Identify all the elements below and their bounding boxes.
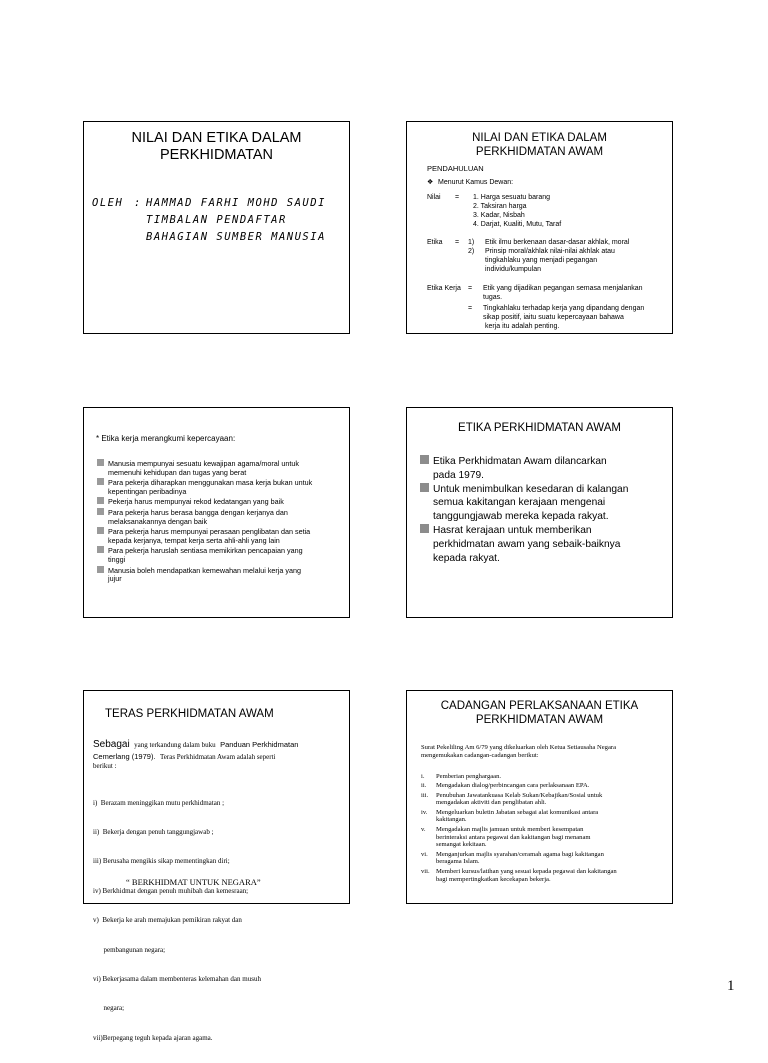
slide-1-title-line-2: PERKHIDMATAN xyxy=(159,147,274,164)
slide-6 xyxy=(406,690,673,904)
diamond-bullet-icon: ❖ xyxy=(427,179,434,186)
intro-lead-word: Sebagai xyxy=(93,739,130,750)
slide-4 xyxy=(406,407,673,618)
author-name: HAMMAD FARHI MOHD SAUDI xyxy=(146,197,326,209)
kamus-dewan-text: Menurut Kamus Dewan: xyxy=(438,179,514,186)
teras-item: ii) Bekerja dengan penuh tanggungjawab ; xyxy=(93,827,214,836)
cadangan-intro xyxy=(421,744,671,760)
etika-number: 2) xyxy=(468,248,475,255)
slide-6-title-line-2: PERKHIDMATAN AWAM xyxy=(475,713,604,726)
square-bullet-icon xyxy=(420,483,429,492)
slide-6-title-line-1: CADANGAN PERLAKSANAAN ETIKA xyxy=(440,700,639,712)
etika-kerja-definition: kerja itu adalah penting. xyxy=(485,323,560,330)
teras-item: negara; xyxy=(93,1004,125,1013)
author-position: TIMBALAN PENDAFTAR xyxy=(146,214,287,226)
nilai-equals: = xyxy=(455,194,460,201)
belief-item: Para pekerja harus mempunyai perasaan penglibatan dan setia kepada kerjanya, tempat kerja serta ahli-ahli yang lain xyxy=(97,527,345,545)
nilai-item: 4. Darjat, Kualiti, Mutu, Taraf xyxy=(473,221,562,228)
cadangan-item: vii. Memberi kursus/latihan yang sesuai kepada pegawai dan kakitangan bagi mempertingkatkan kecekapan bekerja. xyxy=(421,867,617,883)
cadangan-item: iii. Penubuhan Jawatankuasa Kelab Sukan/Kebajikan/Sosial untuk mengadakan aktiviti dan penglibatan ahli. xyxy=(421,791,603,807)
square-bullet-icon xyxy=(97,527,104,534)
etika-kerja-definition: sikap positif, iaitu suatu kepercayaan bahawa xyxy=(483,314,624,321)
slide-2-title-line-2: PERKHIDMATAN AWAM xyxy=(475,145,604,158)
oleh-colon: : xyxy=(134,197,142,209)
belief-item: Manusia mempunyai sesuatu kewajipan agama/moral untuk memenuhi kehidupan dan tugas yang berat xyxy=(97,459,345,477)
section-pendahuluan: PENDAHULUAN xyxy=(427,164,484,173)
intro-book-title: Cemerlang (1979). xyxy=(93,752,156,761)
slide-4-title: ETIKA PERKHIDMATAN AWAM xyxy=(458,422,621,434)
epa-item: Untuk menimbulkan kesedaran di kalangan semua kakitangan kerajaan mengenai tanggungjawab mereka kepada rakyat. xyxy=(420,483,670,524)
teras-item: i) Berazam meninggikan mutu perkhidmatan ; xyxy=(93,798,225,807)
etika-kerja-equals: = xyxy=(468,305,473,312)
cadangan-item: v. Mengadakan majlis jamuan untuk memberi kesempatan berinteraksi antara pegawai dan kakitangan bagi menanam semangat kekitaan. xyxy=(421,825,591,849)
teras-item: iii) Berusaha mengikis sikap mementingkan diri; xyxy=(93,857,230,866)
etika-label: Etika xyxy=(427,239,443,246)
teras-item: v) Bekerja ke arah memajukan pemikiran rakyat dan xyxy=(93,916,242,925)
cadangan-item: vi. Menganjurkan majlis syarahan/ceramah agama bagi kakitangan beragama Islam. xyxy=(421,850,604,866)
etika-number: 1) xyxy=(468,239,475,246)
slide-1 xyxy=(83,121,350,334)
square-bullet-icon xyxy=(97,478,104,485)
cadangan-intro-line: Surat Pekeliling Am 6/79 yang dikeluarkan oleh Ketua Setiausaha Negara xyxy=(421,744,617,751)
teras-item: vii)Berpegang teguh kepada ajaran agama. xyxy=(93,1033,213,1042)
oleh-label: OLEH xyxy=(92,197,124,209)
slide-5-title: TERAS PERKHIDMATAN AWAM xyxy=(105,708,274,720)
epa-item: Etika Perkhidmatan Awam dilancarkan pada 1979. xyxy=(420,455,670,483)
teras-item: pembangunan negara; xyxy=(93,945,166,954)
square-bullet-icon xyxy=(420,524,429,533)
slide-6-title xyxy=(407,700,672,728)
teras-list xyxy=(93,779,348,1063)
etika-definition: Prinsip moral/akhlak nilai-nilai akhlak atau xyxy=(485,248,615,255)
slide-2-title xyxy=(407,132,672,160)
cadangan-item: ii. Mengadakan dialog/perbincangan cara perlaksanaan EPA. xyxy=(421,782,590,790)
intro-text: Teras Perkhidmatan Awam adalah seperti xyxy=(159,753,276,761)
cadangan-item: i. Pemberian penghargaan. xyxy=(421,773,502,780)
etika-kerja-definition: Tingkahlaku terhadap kerja yang dipandang dengan xyxy=(483,305,645,312)
square-bullet-icon xyxy=(420,455,429,464)
etika-definition: individu/kumpulan xyxy=(485,266,542,273)
square-bullet-icon xyxy=(97,546,104,553)
belief-list xyxy=(97,459,345,585)
teras-intro xyxy=(93,738,345,771)
slide-2-title-line-1: NILAI DAN ETIKA DALAM xyxy=(472,132,607,144)
nilai-item: 3. Kadar, Nisbah xyxy=(473,212,525,219)
nilai-item: 1. Harga sesuatu barang xyxy=(473,194,551,201)
intro-text: yang terkandung dalam buku xyxy=(134,741,216,749)
belief-item: Para pekerja harus berasa bangga dengan kerjanya dan melaksanakannya dengan baik xyxy=(97,508,345,526)
square-bullet-icon xyxy=(97,508,104,515)
intro-text: berikut : xyxy=(93,762,117,770)
slide-1-title xyxy=(84,130,349,165)
belief-item: Para pekerja haruslah sentiasa memikirkan pencapaian yang tinggi xyxy=(97,546,345,564)
etika-definition: Etik ilmu berkenaan dasar-dasar akhlak, moral xyxy=(485,239,630,246)
epa-item: Hasrat kerajaan untuk memberikan perkhidmatan awam yang sebaik-baiknya kepada rakyat. xyxy=(420,524,670,565)
nilai-label: Nilai xyxy=(427,194,441,201)
teras-item: vi) Bekerjasama dalam membenteras kelemahan dan musuh xyxy=(93,974,261,983)
cadangan-list xyxy=(421,773,673,885)
teras-item: iv) Berkhidmat dengan penuh muhibah dan kemesraan; xyxy=(93,886,249,895)
epa-list xyxy=(420,455,670,565)
author-department: BAHAGIAN SUMBER MANUSIA xyxy=(146,231,326,243)
page-number: 1 xyxy=(727,978,735,994)
square-bullet-icon xyxy=(97,459,104,466)
etika-kerja-equals: = xyxy=(468,285,473,292)
etika-equals: = xyxy=(455,239,460,246)
belief-item: Manusia boleh mendapatkan kemewahan melalui kerja yang jujur xyxy=(97,566,345,584)
slide-3-heading: * Etika kerja merangkumi kepercayaan: xyxy=(96,434,236,443)
etika-kerja-definition: Etik yang dijadikan pegangan semasa menjalankan xyxy=(483,285,643,292)
belief-item: Para pekerja diharapkan menggunakan masa kerja bukan untuk kepentingan peribadinya xyxy=(97,478,345,496)
motto: “ BERKHIDMAT UNTUK NEGARA” xyxy=(126,877,261,887)
belief-item: Pekerja harus mempunyai rekod kedatangan yang baik xyxy=(97,497,345,507)
nilai-item: 2. Taksiran harga xyxy=(473,203,527,210)
slide-5 xyxy=(83,690,350,1042)
etika-kerja-definition: tugas. xyxy=(483,294,503,301)
cadangan-intro-line: mengemukakan cadangan-cadangan berikut: xyxy=(421,751,539,759)
slide-1-title-line-1: NILAI DAN ETIKA DALAM xyxy=(131,130,302,146)
square-bullet-icon xyxy=(97,566,104,573)
cadangan-item: iv. Mengeluarkan buletin Jabatan sebagai alat komunikasi antara kakitangan. xyxy=(421,808,599,824)
slide-2 xyxy=(406,121,673,334)
intro-book-title: Panduan Perkhidmatan xyxy=(220,740,299,749)
square-bullet-icon xyxy=(97,497,104,504)
slide-3 xyxy=(83,407,350,618)
etika-definition: tingkahlaku yang menjadi pegangan xyxy=(485,257,598,264)
etika-kerja-label: Etika Kerja xyxy=(427,285,461,292)
